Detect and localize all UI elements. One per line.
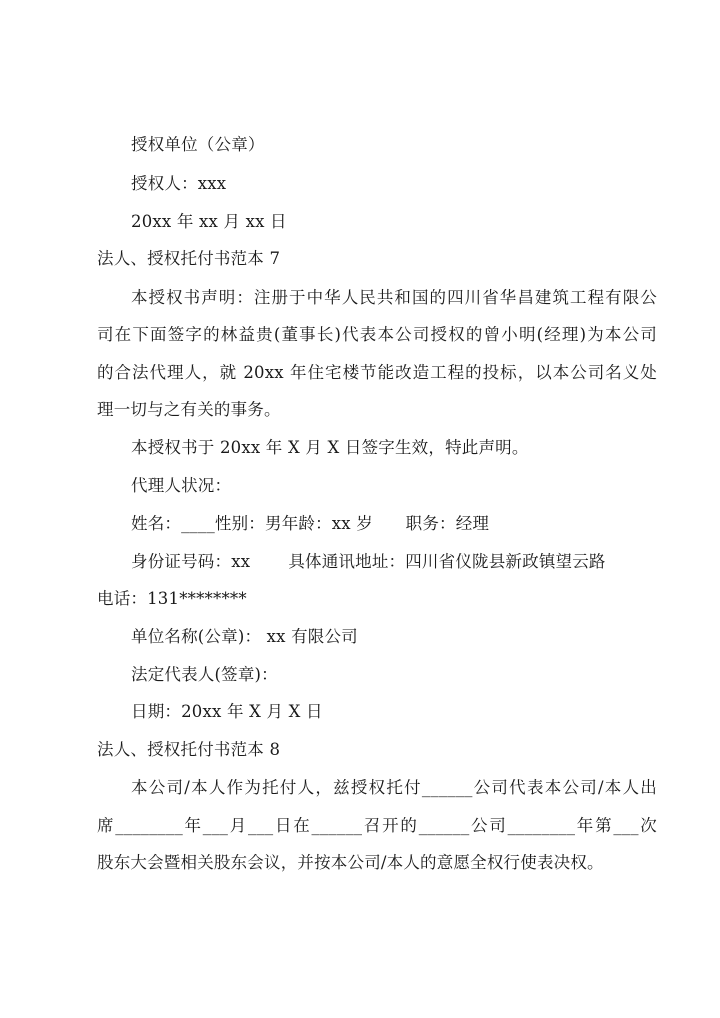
id-address-line: 身份证号码：xx 具体通讯地址：四川省仪陇县新政镇望云路 xyxy=(131,552,606,571)
paragraph-line: 司在下面签字的林益贵(董事长)代表本公司授权的曾小明(经理)为本公司 xyxy=(97,325,657,344)
paragraph-line: 的合法代理人，就 20xx 年住宅楼节能改造工程的投标，以本公司名义处 xyxy=(97,363,657,382)
signing-date-line: 日期：20xx 年 X 月 X 日 xyxy=(131,702,323,721)
date-line: 20xx 年 xx 月 xx 日 xyxy=(131,212,287,231)
paragraph-line: 本公司/本人作为托付人，兹授权托付______公司代表本公司/本人出 xyxy=(131,778,657,797)
paragraph-line: 股东大会暨相关股东会议，并按本公司/本人的意愿全权行使表决权。 xyxy=(97,853,604,872)
authorizer-line: 授权人：xxx xyxy=(131,174,227,193)
paragraph-line: 本授权书声明：注册于中华人民共和国的四川省华昌建筑工程有限公 xyxy=(131,288,657,307)
section-heading-7: 法人、授权托付书范本 7 xyxy=(97,249,281,268)
section-heading-8: 法人、授权托付书范本 8 xyxy=(97,740,281,759)
effective-date-statement: 本授权书于 20xx 年 X 月 X 日签字生效，特此声明。 xyxy=(131,438,529,457)
legal-representative-line: 法定代表人(签章)： xyxy=(131,665,278,684)
agent-status-heading: 代理人状况： xyxy=(131,476,232,495)
phone-line: 电话：131******** xyxy=(97,589,247,608)
agent-name-line: 姓名：____性别：男年龄：xx 岁 职务：经理 xyxy=(131,514,490,533)
unit-name-line: 单位名称(公章)： xx 有限公司 xyxy=(131,627,358,646)
paragraph-line: 理一切与之有关的事务。 xyxy=(97,400,281,419)
authorizing-unit-line: 授权单位（公章） xyxy=(131,135,265,154)
paragraph-line: 席________年___月___日在______召开的______公司________年第___次 xyxy=(97,816,657,835)
